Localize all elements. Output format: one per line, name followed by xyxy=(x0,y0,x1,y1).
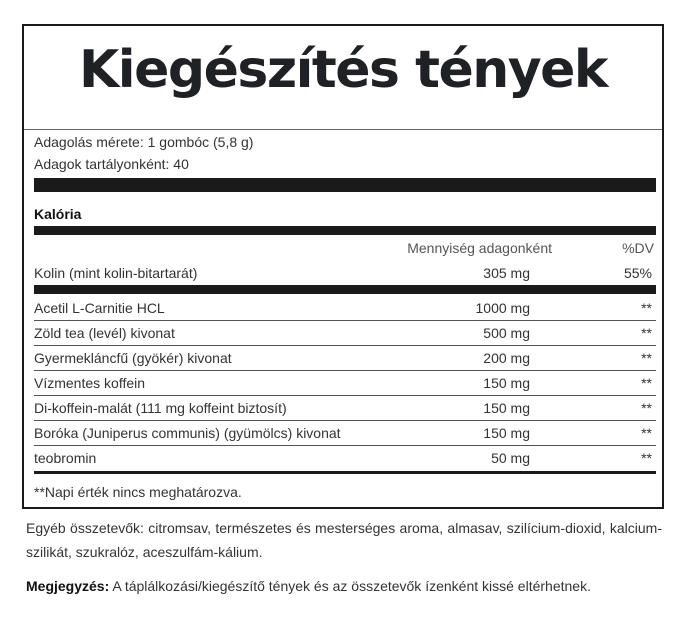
ingredient-amount: 150 mg xyxy=(483,400,530,416)
daily-value-header: %DV xyxy=(622,240,654,256)
ingredient-amount: 200 mg xyxy=(483,350,530,366)
medium-divider xyxy=(34,471,656,474)
ingredient-dv: ** xyxy=(641,375,652,391)
thick-divider xyxy=(34,285,656,294)
ingredient-dv: ** xyxy=(641,400,652,416)
ingredient-dv: ** xyxy=(641,350,652,366)
ingredient-row xyxy=(34,296,656,320)
panel-title: Kiegészítés tények xyxy=(79,40,607,100)
ingredient-amount: 150 mg xyxy=(483,425,530,441)
thick-divider xyxy=(34,226,656,235)
ingredient-amount: 500 mg xyxy=(483,325,530,341)
ingredient-name: Zöld tea (levél) kivonat xyxy=(34,325,175,341)
note-label: Megjegyzés: xyxy=(26,578,110,594)
ingredient-dv: ** xyxy=(641,450,652,466)
ingredient-row xyxy=(34,421,656,445)
note-paragraph xyxy=(26,574,662,598)
ingredient-name: Gyermekláncfű (gyökér) kivonat xyxy=(34,350,232,366)
ingredient-name: Acetil L-Carnitie HCL xyxy=(34,300,165,316)
ingredient-row xyxy=(34,321,656,345)
ingredient-name: Vízmentes koffein xyxy=(34,375,146,391)
calories-label: Kalória xyxy=(34,206,82,222)
ingredient-row xyxy=(34,396,656,420)
ingredient-dv: ** xyxy=(641,300,652,316)
amount-per-serving-header: Mennyiség adagonként xyxy=(407,240,552,256)
nutrient-row-choline xyxy=(34,261,656,285)
supplement-facts-panel xyxy=(22,24,664,509)
ingredient-amount: 150 mg xyxy=(483,375,530,391)
ingredient-row xyxy=(34,446,656,470)
serving-size: Adagolás mérete: 1 gombóc (5,8 g) xyxy=(34,134,254,150)
nutrient-name: Kolin (mint kolin-bitartarát) xyxy=(34,265,198,281)
servings-per-container: Adagok tartályonként: 40 xyxy=(34,156,189,172)
ingredient-name: Di-koffein-malát (111 mg koffeint biztosít) xyxy=(34,400,287,416)
ingredient-amount: 50 mg xyxy=(491,450,530,466)
other-ingredients: Egyéb összetevők: citromsav, természetes és mesterséges aroma, almasav, szilícium-dioxid, kalcium-szilikát, szukralóz, aceszulfám-kálium. xyxy=(26,520,662,560)
nutrient-dv: 55% xyxy=(623,265,652,281)
note-text: A táplálkozási/kiegészítő tények és az összetevők ízenként kissé eltérhetnek. xyxy=(109,578,591,594)
ingredient-row xyxy=(34,346,656,370)
ingredient-name: Boróka (Juniperus communis) (gyümölcs) kivonat xyxy=(34,425,341,441)
ingredient-dv: ** xyxy=(641,325,652,341)
nutrient-amount: 305 mg xyxy=(483,265,530,281)
ingredient-row xyxy=(34,371,656,395)
ingredient-dv: ** xyxy=(641,425,652,441)
daily-value-footnote: **Napi érték nincs meghatározva. xyxy=(34,484,242,500)
thick-divider xyxy=(34,178,656,192)
ingredient-name: teobromin xyxy=(34,450,97,466)
title-divider xyxy=(24,129,662,130)
ingredient-amount: 1000 mg xyxy=(475,300,530,316)
